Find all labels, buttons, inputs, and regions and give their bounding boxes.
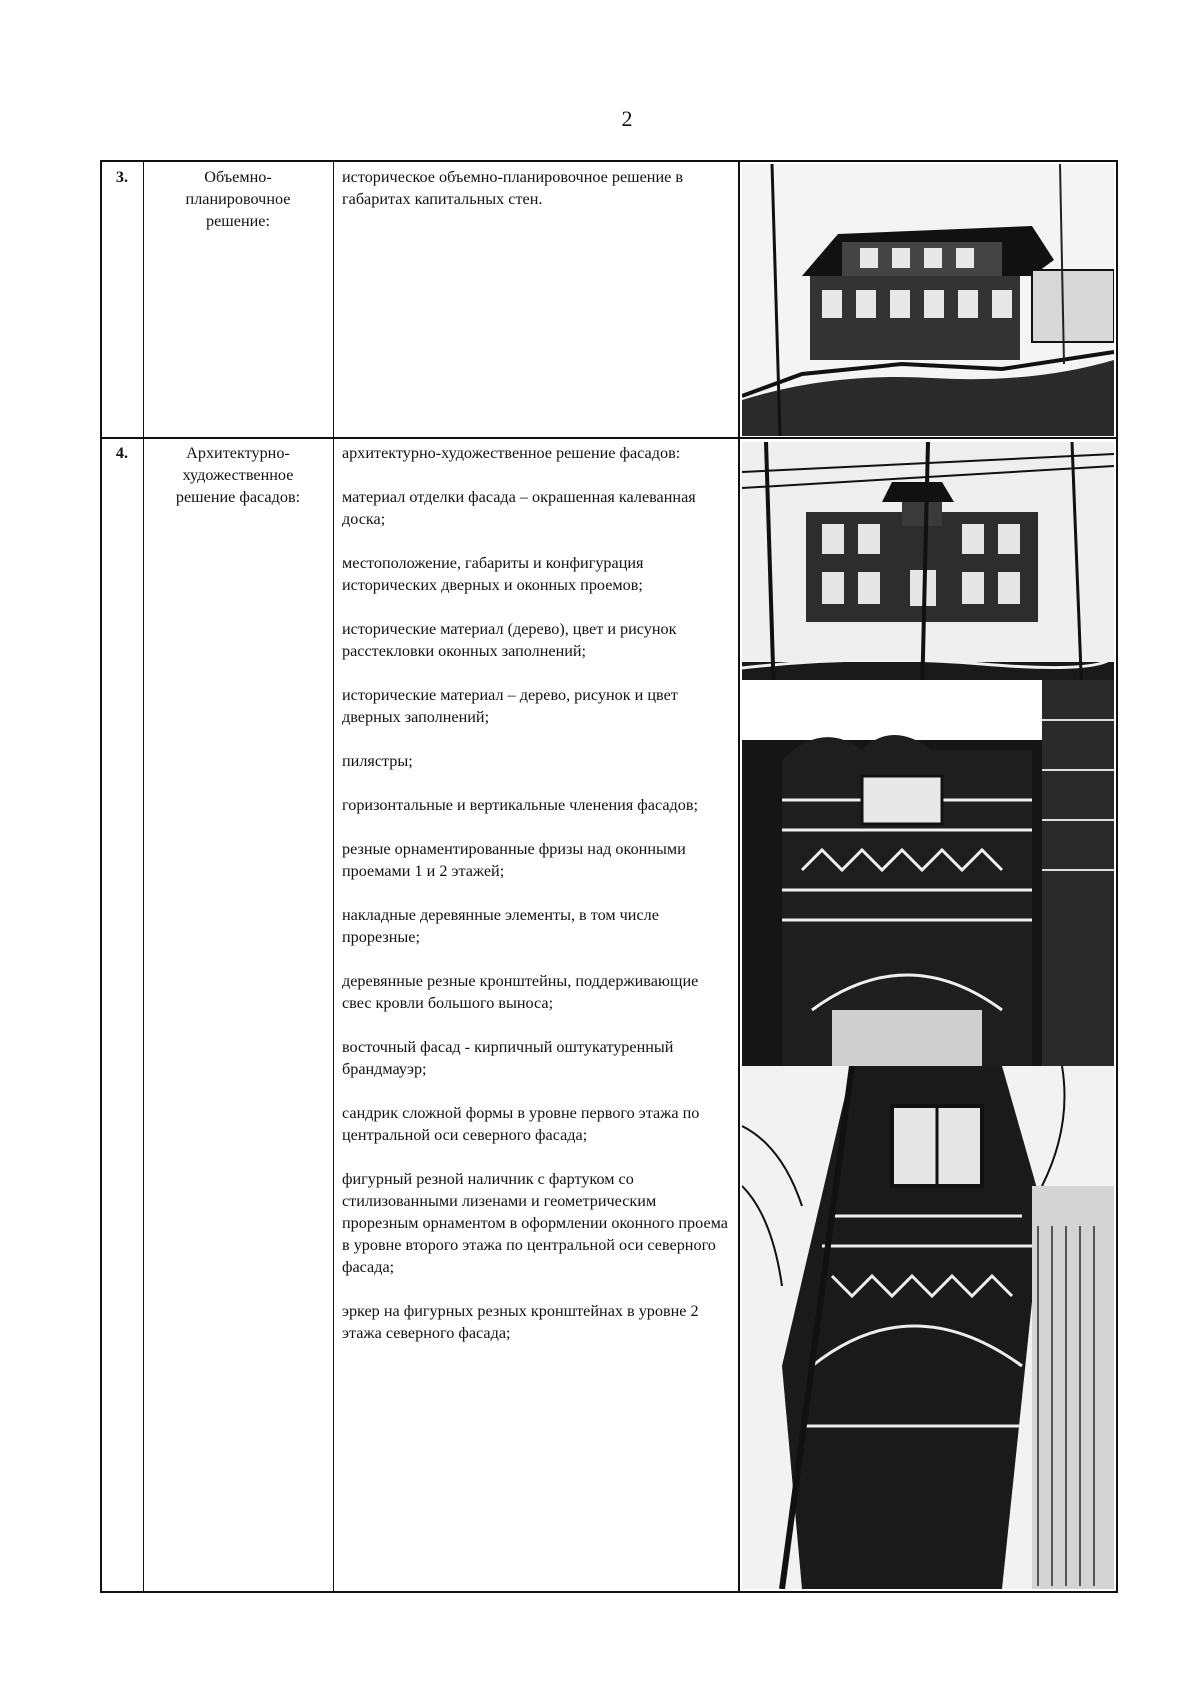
row-4-paragraph: накладные деревянные элементы, в том числе прорезные; (342, 906, 659, 946)
row-divider (100, 437, 1118, 439)
object-table (100, 160, 1118, 1593)
page-number: 2 (621, 106, 633, 131)
row-4-paragraph: пилястры; (342, 752, 413, 770)
row-4-paragraph: резные орнаментированные фризы над оконными проемами 1 и 2 этажей; (342, 840, 686, 880)
table-border-top (100, 160, 1118, 162)
row-4-paragraph: материал отделки фасада – окрашенная калеванная доска; (342, 488, 696, 528)
row-4-paragraph: фигурный резной наличник с фартуком со стилизованными лизенами и геометрическим прорезным орнаментом в оформлении оконного проема в уровне второго этажа по центральной оси северного фасада; (342, 1170, 728, 1276)
row-3-description (342, 166, 730, 232)
row-4-paragraph: деревянные резные кронштейны, поддерживающие свес кровли большого выноса; (342, 972, 699, 1012)
column-divider-2 (333, 160, 334, 1593)
table-border-right (1116, 160, 1118, 1593)
row-4-description (342, 442, 730, 1366)
wooden-house-photo (742, 164, 1114, 436)
row-4-paragraph: исторические материал – дерево, рисунок и цвет дверных заполнений; (342, 686, 678, 726)
row-4-name: Архитектурно-художественное решение фасадов: (175, 444, 301, 506)
row-4-paragraph: сандрик сложной формы в уровне первого этажа по центральной оси северного фасада; (342, 1104, 700, 1144)
table-border-left (100, 160, 102, 1593)
row-4-paragraph: местоположение, габариты и конфигурация исторических дверных и оконных проемов; (342, 554, 644, 594)
carved-frieze-photo (742, 680, 1114, 1066)
column-divider-1 (143, 160, 144, 1593)
row-4-number: 4. (115, 444, 129, 462)
table-border-bottom (100, 1591, 1118, 1593)
column-divider-3 (738, 160, 740, 1593)
row-4-paragraph: восточный фасад - кирпичный оштукатуренный брандмауэр; (342, 1038, 674, 1078)
bay-window-photo (742, 1066, 1114, 1589)
row-3-name: Объемно-планировочное решение: (185, 168, 291, 230)
row-3-number: 3. (115, 168, 129, 186)
facade-photo (742, 442, 1114, 698)
row-4-paragraph: архитектурно-художественное решение фасадов: (342, 444, 681, 462)
row-4-paragraph: исторические материал (дерево), цвет и рисунок расстекловки оконных заполнений; (342, 620, 677, 660)
row-4-paragraph: горизонтальные и вертикальные членения фасадов; (342, 796, 698, 814)
row-4-paragraph: эркер на фигурных резных кронштейнах в уровне 2 этажа северного фасада; (342, 1302, 699, 1342)
row-3-paragraph: историческое объемно-планировочное решение в габаритах капитальных стен. (342, 168, 684, 208)
